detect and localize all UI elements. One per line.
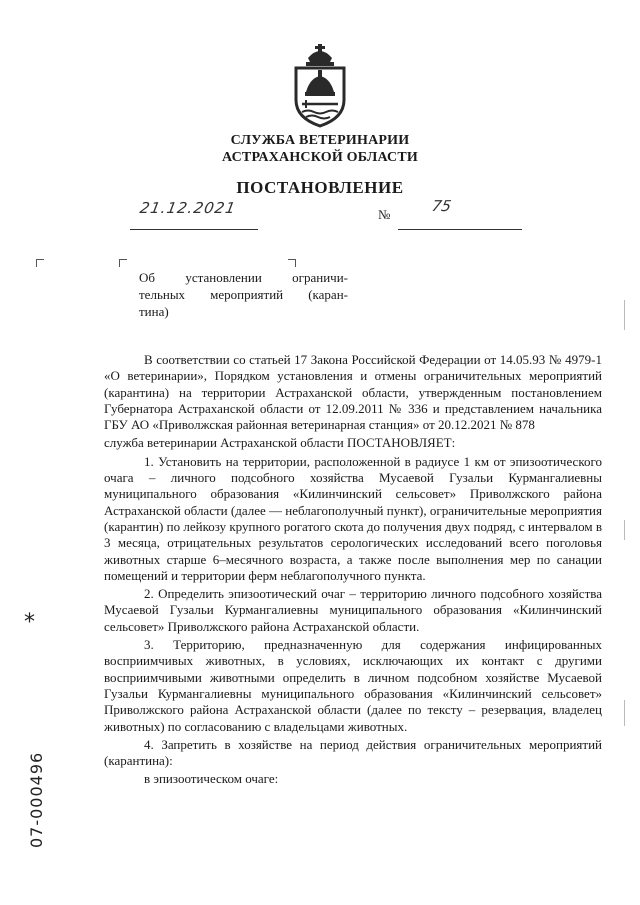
subject-line: тельных мероприятий (каран- [139,287,348,302]
organization-name-line2: АСТРАХАНСКОЙ ОБЛАСТИ [221,150,418,165]
scan-artifact-line [624,700,625,726]
clause-4-subheading: в эпизоотическом очаге: [144,771,279,787]
margin-asterisk: * [24,610,35,635]
astrakhan-coat-of-arms-icon [288,42,352,128]
document-subject [139,269,348,320]
subject-line: Об установлении ограничи- [139,270,348,285]
number-label: № [378,207,391,222]
clause-2-paragraph: 2. Определить эпизоотический очаг – территорию личного подсобного хозяйства Мусаевой Гузальи Курмангалиевны муниципального образования «Килинчинский сельсовет» Приволжского района Астраханской области. [104,586,602,634]
number-underline [398,213,522,230]
clause-1-paragraph: 1. Установить на территории, расположенной в радиусе 1 км от эпизоотического очага – личного подсобного хозяйства Мусаевой Гузальи Курмангалиевны муниципального образования «Килинчинский сельсовет» Приволжского района Астраханской области (далее — неблагополучный пункт), ограничительные мероприятия (карантин) по лейкозу крупного рогатого скота до получения двух подряд, с интервалом в 3 месяца, отрицательных результатов серологических исследований всего поголовья животных старше 6–месячного возраста, а также после выполнения мер по санации помещений и территории ферм неблагополучного пункта. [104,453,602,583]
resolution-statement: служба ветеринарии Астраханской области ПОСТАНОВЛЯЕТ: [104,435,456,451]
corner-mark [36,259,44,267]
document-type-title: ПОСТАНОВЛЕНИЕ [236,178,404,197]
corner-mark [119,259,127,267]
organization-name-line1: СЛУЖБА ВЕТЕРИНАРИИ [230,133,410,148]
subject-line: тина) [139,304,169,319]
scan-artifact-line [624,520,625,540]
document-body [104,352,602,790]
registration-number-stamp: 07-000496 [27,751,46,848]
clause-4-paragraph: 4. Запретить в хозяйстве на период действия ограничительных мероприятий (карантина): [104,736,602,769]
scan-artifact-line [624,300,625,330]
clause-3-paragraph: 3. Территорию, предназначенную для содержания инфицированных восприимчивых животных, в условиях, исключающих их контакт с другими восприимчивыми животными определить в личном подсобном хозяйстве Мусаевой Гузальи Курмангалиевны муниципального образования «Килинчинский сельсовет» Приволжского района Астраханской области (далее по тексту – резервация, владелец животных) по согласованию с владельцами животных. [104,637,602,734]
document-number: 75 [430,197,453,215]
corner-mark [288,259,296,267]
preamble-paragraph: В соответствии со статьей 17 Закона Российской Федерации от 14.05.93 № 4979-1 «О ветеринарии», Порядком установления и отмены ограничительных мероприятий (карантина) на территории Астраханской области, утвержденным постановлением Губернатора Астраханской области от 12.09.2011 № 336 и представлением начальника ГБУ АО «Приволжская районная ветеринарная станция» от 20.12.2021 № 878 [104,352,602,433]
document-date: 21.12.2021 [138,199,238,217]
